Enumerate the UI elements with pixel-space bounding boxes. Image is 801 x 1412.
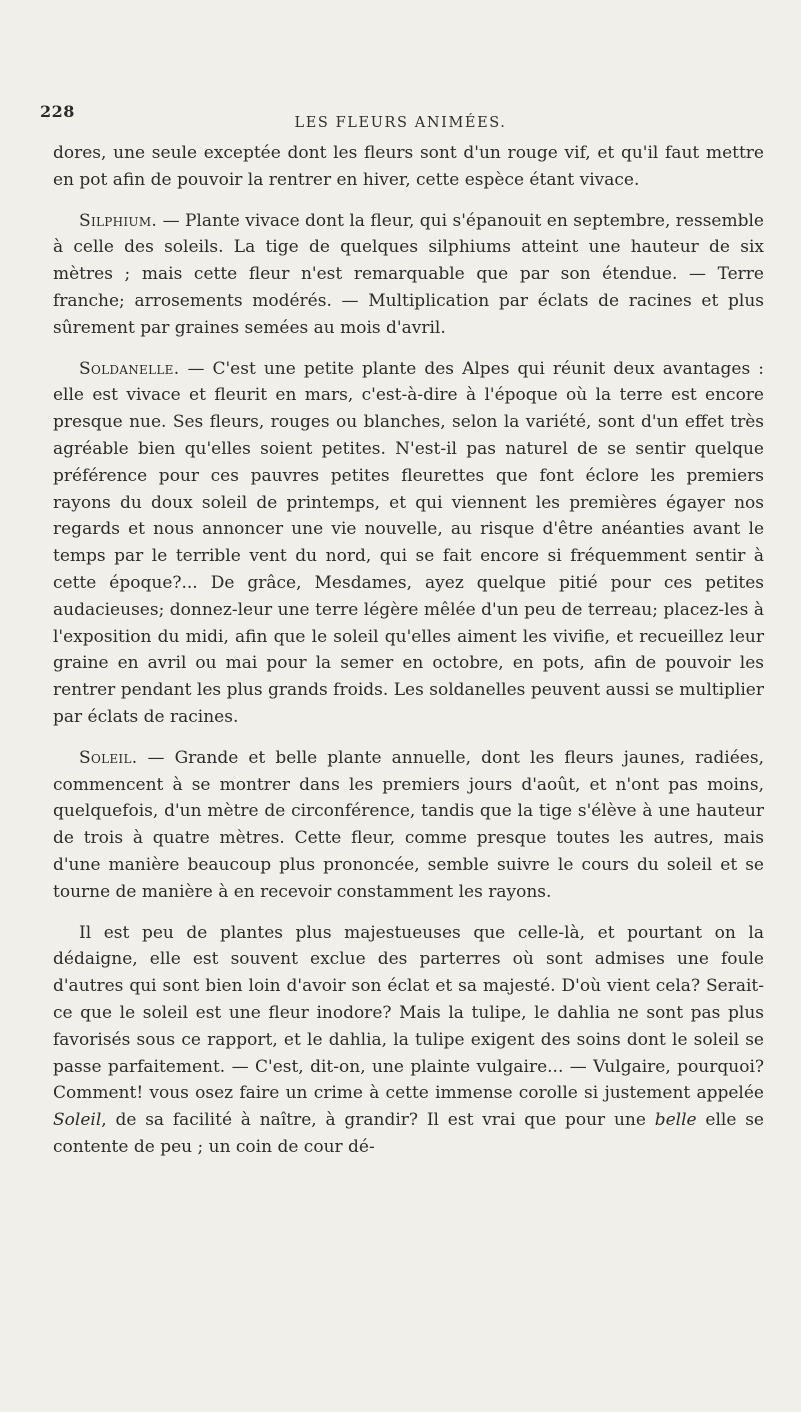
- paragraph-soleil-continued: [53, 920, 764, 1161]
- page-number: 228: [40, 102, 75, 121]
- entry-term: Soleil.: [79, 747, 138, 768]
- paragraph-soldanelle: [53, 356, 764, 731]
- entry-term: Soldanelle.: [79, 358, 180, 379]
- italic-word: Soleil: [53, 1110, 102, 1131]
- paragraph-text: — C'est une petite plante des Alpes qui réunit deux avantages : elle est vivace et fleurit en mars, c'est-à-dire à l'époque où la terre est encore presque nue. Ses fleurs, rouges ou blanches, selon la variété, sont d'un effet très agréable bien qu'elles soient petites. N'est-il pas naturel de se sentir quelque préférence pour ces pauvres petites fleurettes que font éclore les premiers rayons du doux soleil de printemps, et qui viennent les premières égayer nos regards et nous annoncer une vie nouvelle, au risque d'être anéanties avant le temps par le terrible vent du nord, qui se fait encore si fréquemment sentir à cette époque?... De grâce, Mesdames, ayez quelque pitié pour ces petites audacieuses; donnez-leur une terre légère mêlée d'un peu de terreau; placez-les à l'exposition du midi, afin que le soleil qu'elles aiment les vivifie, et recueillez leur graine en avril ou mai pour la semer en octobre, en pots, afin de pouvoir les rentrer pendant les plus grands froids. Les soldanelles peuvent aussi se multiplier par éclats de racines.: [53, 358, 764, 727]
- paragraph-silphium: [53, 208, 764, 342]
- paragraph-text: Il est peu de plantes plus majestueuses que celle-là, et pourtant on la dédaigne, elle est souvent exclue des parterres où sont admises une foule d'autres qui sont bien loin d'avoir son éclat et sa majesté. D'où vient cela? Serait-ce que le soleil est une fleur inodore? Mais la tulipe, le dahlia ne sont pas plus favorisés sous ce rapport, et le dahlia, la tulipe exigent des soins dont le soleil se passe parfaitement. — C'est, dit-on, une plainte vulgaire... — Vulgaire, pourquoi? Comment! vous osez faire un crime à cette immense corolle si justement appelée: [53, 922, 764, 1104]
- italic-word: belle: [654, 1110, 697, 1131]
- paragraph-text: — Grande et belle plante annuelle, dont les fleurs jaunes, radiées, commencent à se montrer dans les premiers jours d'août, et n'ont pas moins, quelquefois, d'un mètre de circonférence, tandis que la tige s'élève à une hauteur de trois à quatre mètres. Cette fleur, comme presque toutes les autres, mais d'une manière beaucoup plus prononcée, semble suivre le cours du soleil et se tourne de manière à en recevoir constamment les rayons.: [53, 747, 764, 902]
- page-body: [53, 140, 764, 1161]
- paragraph-text: elle se contente de peu ; un coin de cour dé-: [53, 1110, 764, 1157]
- paragraph-soleil: [53, 745, 764, 906]
- paragraph-text: , de sa facilité à naître, à grandir? Il est vrai que pour une: [101, 1110, 655, 1131]
- entry-term: Silphium.: [79, 210, 158, 231]
- paragraph-text: — Plante vivace dont la fleur, qui s'épanouit en septembre, ressemble à celle des soleils. La tige de quelques silphiums atteint une hauteur de six mètres ; mais cette fleur n'est remarquable que par son étendue. — Terre franche; arrosements modérés. — Multiplication par éclats de racines et plus sûrement par graines semées au mois d'avril.: [53, 210, 764, 338]
- running-title: LES FLEURS ANIMÉES.: [294, 115, 507, 131]
- paragraph-text: dores, une seule exceptée dont les fleurs sont d'un rouge vif, et qu'il faut mettre en pot afin de pouvoir la rentrer en hiver, cette espèce étant vivace.: [53, 143, 764, 190]
- paragraph-continuation: [53, 140, 764, 194]
